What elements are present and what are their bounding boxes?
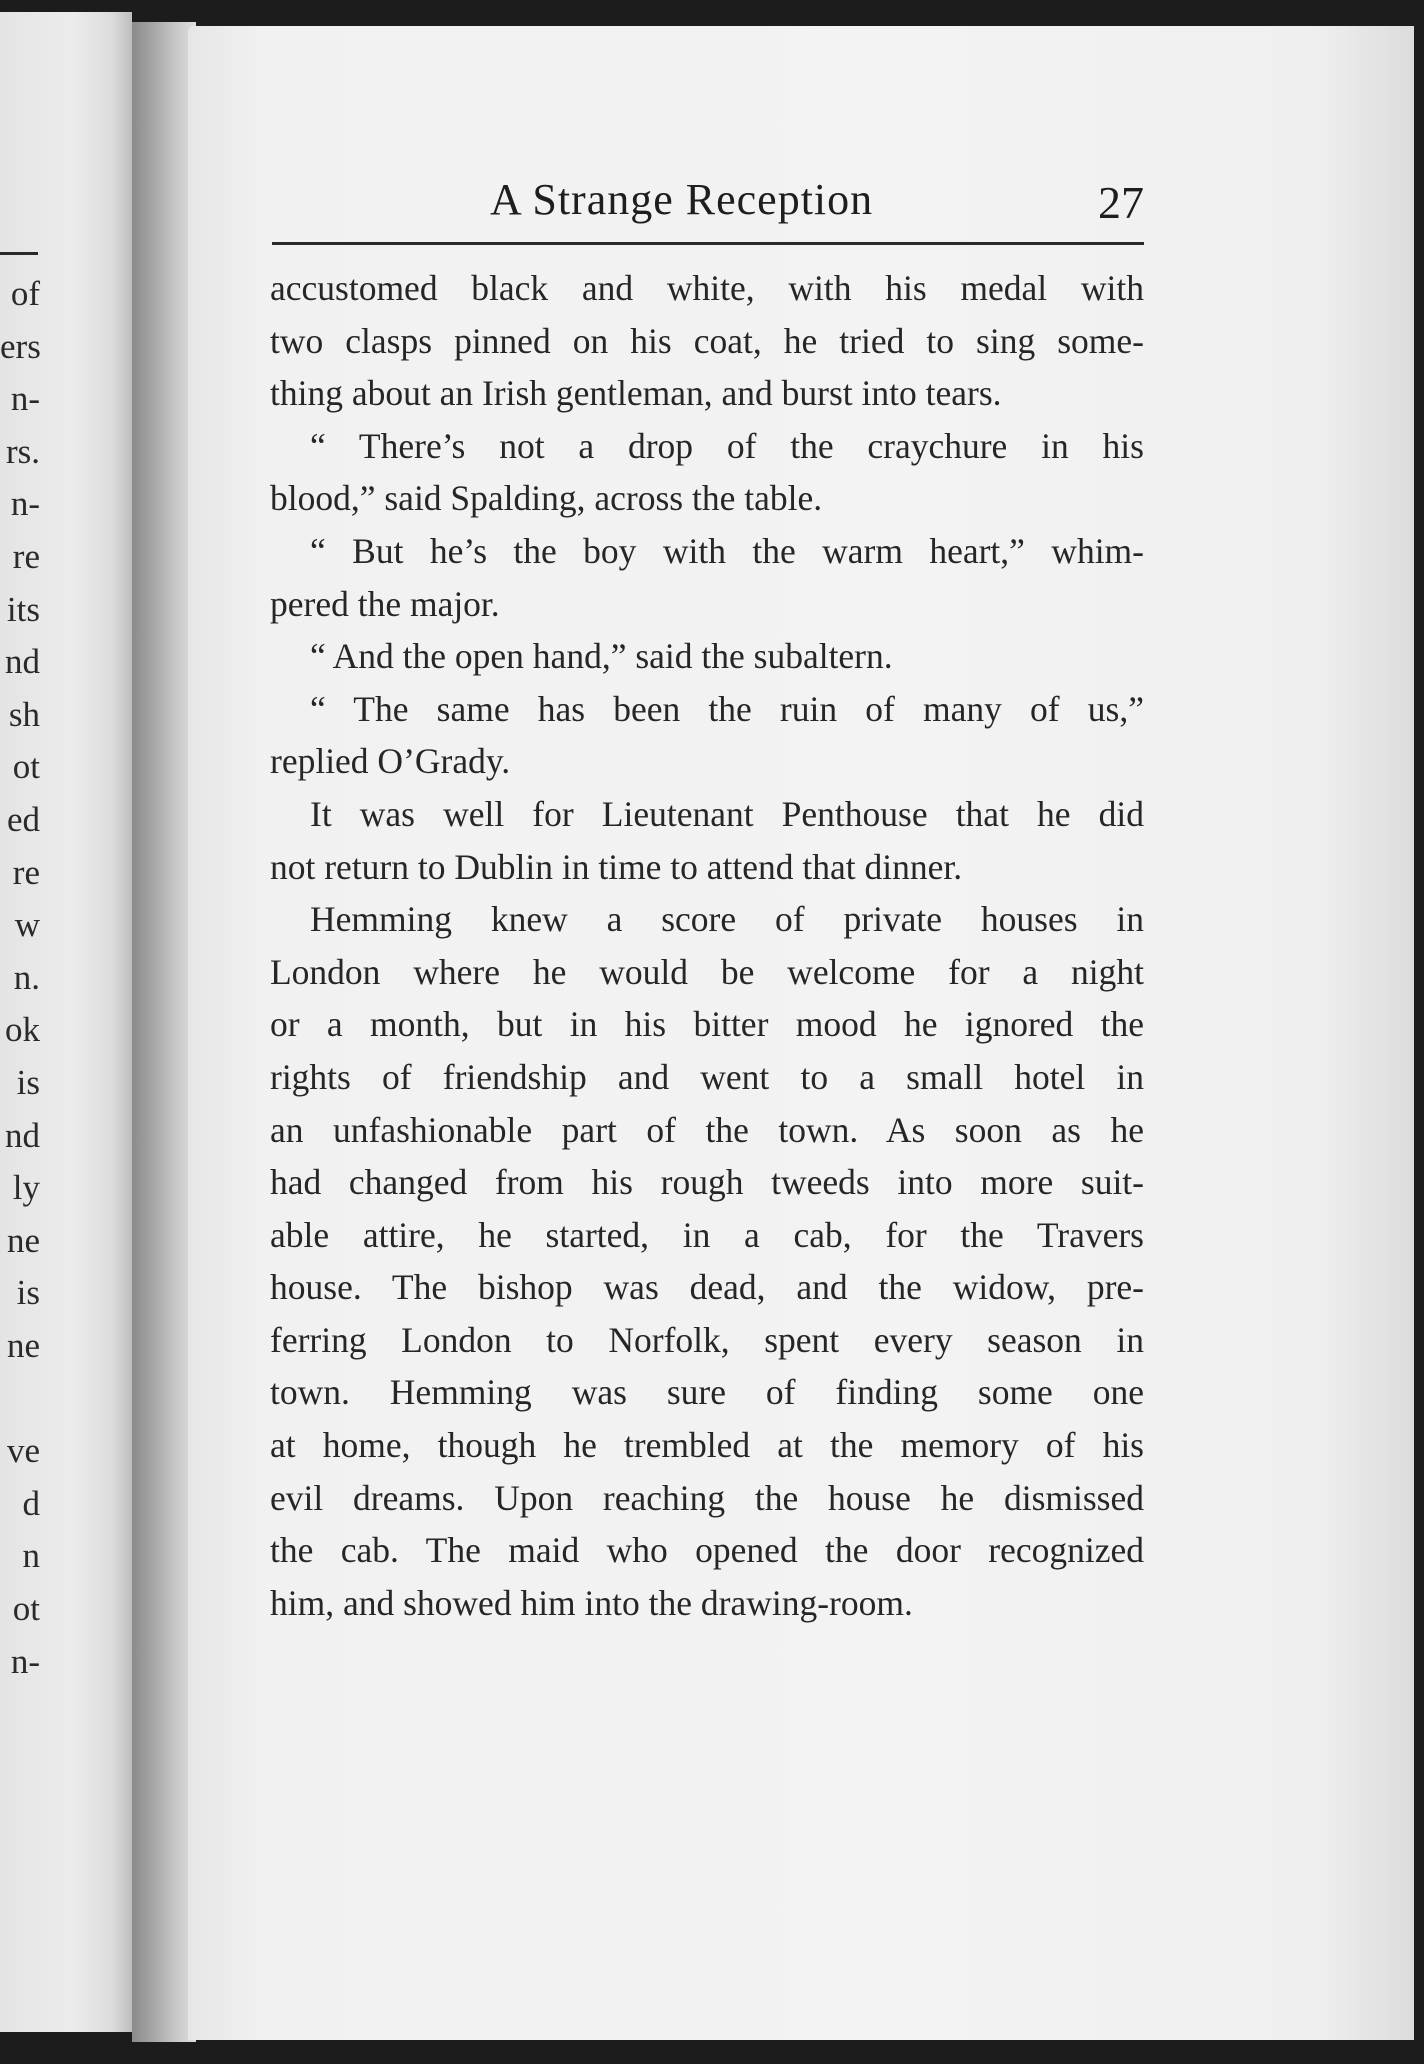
text-line: “ There’s not a drop of the craychure in his xyxy=(310,425,1144,466)
text-line: accustomed black and white, with his medal with xyxy=(270,268,1144,308)
previous-page-fragment: nd xyxy=(5,1115,40,1155)
text-line: two clasps pinned on his coat, he tried to sing some- xyxy=(270,320,1144,361)
text-line: blood,” said Spalding, across the table. xyxy=(270,478,823,519)
previous-page-fragment: re xyxy=(12,537,40,576)
page-body-text xyxy=(270,262,1144,1629)
running-title: A Strange Reception xyxy=(490,175,874,224)
previous-page-fragment: n. xyxy=(13,957,40,997)
text-line: town. Hemming was sure of finding some one xyxy=(270,1372,1144,1413)
text-line: at home, though he trembled at the memory of his xyxy=(270,1425,1144,1466)
text-line: not return to Dublin in time to attend that dinner. xyxy=(270,846,963,887)
previous-page-fragment: of xyxy=(10,274,40,313)
previous-page-fragment: n xyxy=(22,1536,40,1576)
text-line: “ And the open hand,” said the subaltern. xyxy=(310,636,893,677)
previous-page-fragment: re xyxy=(12,852,40,892)
previous-page-fragment: ok xyxy=(5,1010,40,1050)
previous-page-fragment: ly xyxy=(12,1168,40,1208)
previous-page-fragment: ed xyxy=(6,800,40,839)
text-line: house. The bishop was dead, and the widow, pre- xyxy=(270,1267,1144,1308)
text-line: had changed from his rough tweeds into more suit- xyxy=(270,1162,1144,1203)
text-line: replied O’Grady. xyxy=(270,741,511,782)
text-line: It was well for Lieutenant Penthouse that he did xyxy=(310,793,1144,834)
previous-page-fragment: ne xyxy=(6,1326,40,1365)
running-header xyxy=(272,172,1144,245)
text-line: rights of friendship and went to a small hotel in xyxy=(270,1056,1144,1097)
previous-page-fragment: ve xyxy=(6,1431,40,1471)
text-line: him, and showed him into the drawing-room. xyxy=(270,1582,913,1623)
previous-page-fragment: ers xyxy=(0,326,41,366)
previous-page-fragment: ne xyxy=(6,1220,40,1260)
text-line: or a month, but in his bitter mood he ignored the xyxy=(270,1004,1144,1045)
text-line: London where he would be welcome for a night xyxy=(270,951,1144,992)
previous-page-fragment: ot xyxy=(12,747,40,787)
previous-page-fragment: nd xyxy=(5,642,40,682)
previous-page-fragment: n- xyxy=(10,379,40,419)
text-line: thing about an Irish gentleman, and burst into tears. xyxy=(270,373,1002,414)
previous-page-fragment: n- xyxy=(10,484,40,524)
previous-page-fragment: n- xyxy=(10,1641,40,1681)
text-line: “ But he’s the boy with the warm heart,” whim- xyxy=(310,530,1144,571)
text-line: evil dreams. Upon reaching the house he dismissed xyxy=(270,1477,1144,1518)
previous-page-fragment: sh xyxy=(8,694,40,734)
previous-page-fragment: its xyxy=(6,589,40,629)
book-gutter-shadow xyxy=(132,22,196,2042)
previous-page-header-rule xyxy=(0,252,38,255)
previous-page-edge xyxy=(0,12,132,2032)
previous-page-fragment: is xyxy=(16,1273,40,1313)
text-line: an unfashionable part of the town. As soon as he xyxy=(270,1109,1144,1150)
text-line: “ The same has been the ruin of many of us,” xyxy=(310,688,1144,729)
text-line: able attire, he started, in a cab, for the Travers xyxy=(270,1214,1144,1255)
previous-page-fragment: ot xyxy=(12,1589,40,1628)
previous-page-fragment: w xyxy=(14,905,40,945)
previous-page-fragment: d xyxy=(22,1483,40,1523)
text-line: pered the major. xyxy=(270,583,500,624)
text-line: Hemming knew a score of private houses in xyxy=(310,899,1144,940)
text-line: ferring London to Norfolk, spent every season in xyxy=(270,1319,1144,1360)
previous-page-fragment: is xyxy=(16,1063,40,1102)
text-line: the cab. The maid who opened the door recognized xyxy=(270,1530,1144,1571)
previous-page-fragment: rs. xyxy=(5,431,40,471)
page-number: 27 xyxy=(1098,177,1144,228)
